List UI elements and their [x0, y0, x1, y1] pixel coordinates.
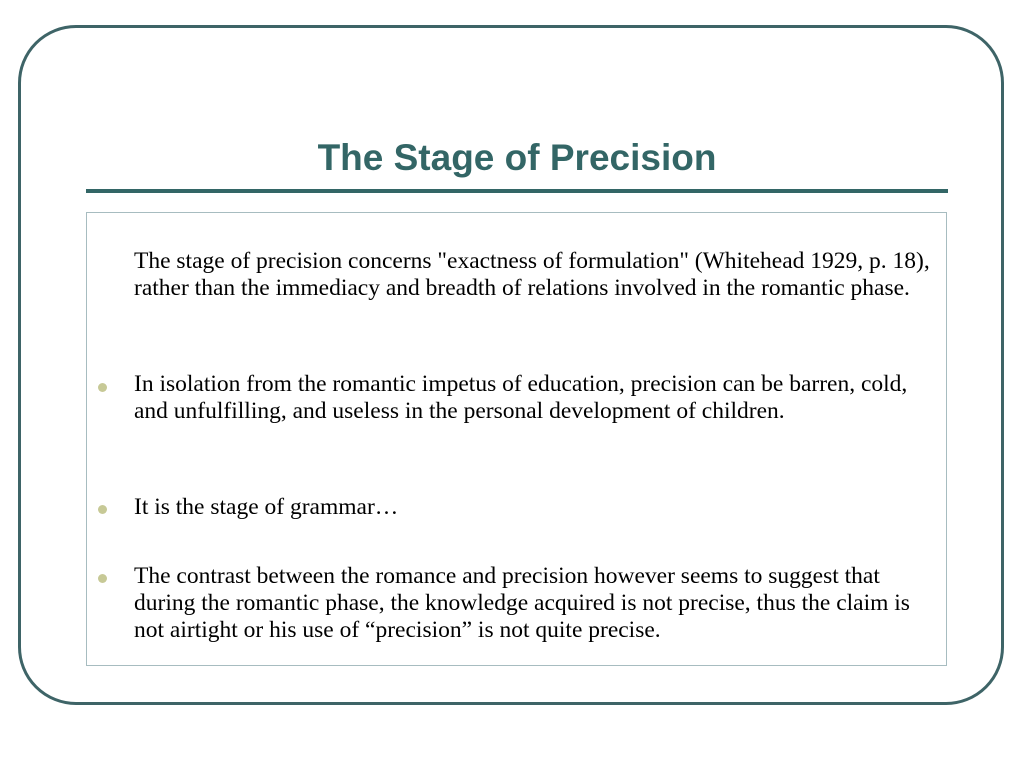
title-underline — [86, 189, 948, 193]
bullet-item-isolation: In isolation from the romantic impetus of education, precision can be barren, cold, and unfulfilling, and useless in the personal development of children. — [134, 371, 908, 424]
bullet-dot-icon — [98, 383, 107, 392]
bullet-item-grammar: It is the stage of grammar… — [134, 494, 399, 520]
bullet-item-contrast: The contrast between the romance and precision however seems to suggest that during the romantic phase, the knowledge acquired is not precise, thus the claim is not airtight or his use of “precision” is not quite precise. — [134, 563, 910, 643]
bullet-dot-icon — [98, 505, 107, 514]
bullet-dot-icon — [98, 574, 107, 583]
slide-title: The Stage of Precision — [317, 137, 717, 178]
intro-paragraph: The stage of precision concerns "exactness of formulation" (Whitehead 1929, p. 18), rather than the immediacy and breadth of relations involved in the romantic phase. — [134, 248, 930, 301]
